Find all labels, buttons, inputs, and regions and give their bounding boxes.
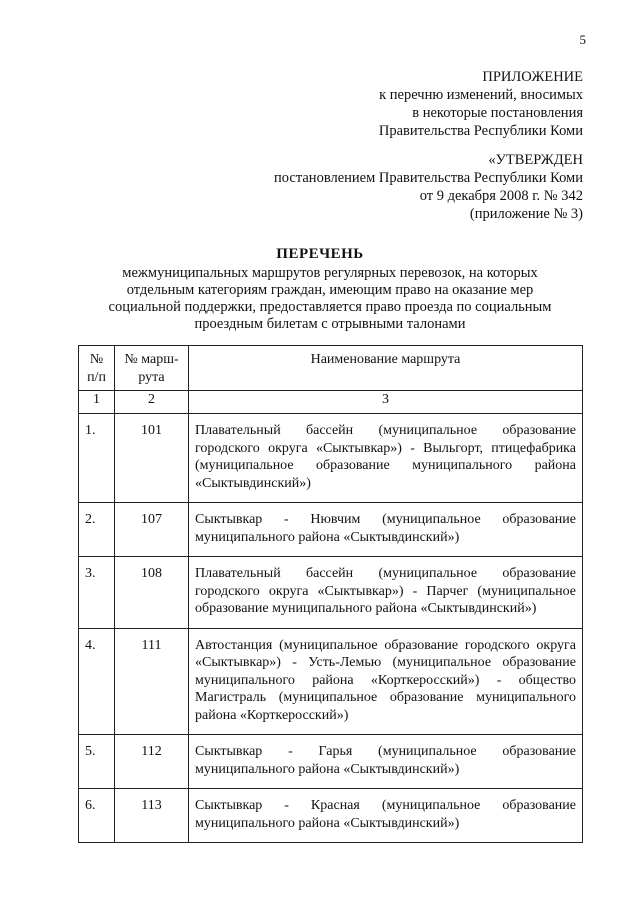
routes-table (78, 345, 583, 843)
route-number: 107 (115, 503, 189, 557)
route-number: 101 (115, 414, 189, 503)
table-header-row (79, 346, 583, 391)
row-number: 2. (79, 503, 115, 557)
subtitle-line: проездным билетам с отрывными талонами (194, 316, 466, 332)
table-row (79, 735, 583, 789)
header-number-line: № (89, 352, 104, 367)
route-number: 113 (115, 789, 189, 843)
approval-line: от 9 декабря 2008 г. № 342 (419, 188, 583, 204)
document-title: ПЕРЕЧЕНЬ (276, 246, 364, 262)
subtitle-line: социальной поддержки, предоставляется право проезда по социальным (108, 299, 552, 315)
column-index-row (79, 391, 583, 414)
approval-line: (приложение № 3) (469, 206, 583, 222)
column-index: 1 (79, 391, 115, 414)
appendix-line: ПРИЛОЖЕНИЕ (482, 69, 583, 85)
table-row (79, 503, 583, 557)
route-name: Плавательный бассейн (муниципальное образование городского округа «Сыктывкар») - Выльгорт, птицефабрика (муниципальное образование муниципального района «Сыктывдинский») (189, 414, 583, 503)
page-number: 5 (579, 32, 586, 47)
header-route-line: № марш- (124, 352, 179, 367)
header-number-line: п/п (87, 369, 106, 385)
column-index: 3 (189, 391, 583, 414)
appendix-line: к перечню изменений, вносимых (379, 87, 583, 103)
appendix-line: Правительства Республики Коми (378, 123, 583, 139)
approval-block (240, 151, 583, 223)
table-row (79, 789, 583, 843)
header-number (79, 346, 115, 391)
approval-line: постановлением Правительства Республики Коми (274, 170, 583, 186)
column-index: 2 (115, 391, 189, 414)
route-number: 112 (115, 735, 189, 789)
table-row (79, 414, 583, 503)
subtitle-line: межмуниципальных маршрутов регулярных перевозок, на которых (122, 265, 538, 281)
row-number: 1. (79, 414, 115, 503)
table-row (79, 557, 583, 629)
approval-line: «УТВЕРЖДЕН (488, 152, 583, 168)
route-number: 108 (115, 557, 189, 629)
subtitle-line: отдельным категориям граждан, имеющим право на оказание мер (126, 282, 534, 298)
row-number: 3. (79, 557, 115, 629)
route-name: Сыктывкар - Нювчим (муниципальное образование муниципального района «Сыктывдинский») (189, 503, 583, 557)
header-route-name: Наименование маршрута (189, 346, 583, 391)
row-number: 6. (79, 789, 115, 843)
appendix-line: в некоторые постановления (412, 105, 583, 121)
route-name: Автостанция (муниципальное образование городского округа «Сыктывкар») - Усть-Лемью (муниципальное образование муниципального района «Корткеросский») - общество Магистраль (муниципальное образование муниципального района «Корткеросский») (189, 628, 583, 735)
header-route-number (115, 346, 189, 391)
document-subtitle (100, 265, 560, 333)
route-name: Сыктывкар - Гарья (муниципальное образование муниципального района «Сыктывдинский») (189, 735, 583, 789)
route-name: Сыктывкар - Красная (муниципальное образование муниципального района «Сыктывдинский») (189, 789, 583, 843)
route-name: Плавательный бассейн (муниципальное образование городского округа «Сыктывкар») - Парчег (муниципальное образование муниципального района «Сыктывдинский») (189, 557, 583, 629)
table-row (79, 628, 583, 735)
row-number: 4. (79, 628, 115, 735)
row-number: 5. (79, 735, 115, 789)
route-number: 111 (115, 628, 189, 735)
header-route-line: рута (138, 369, 165, 385)
appendix-block (300, 68, 583, 140)
